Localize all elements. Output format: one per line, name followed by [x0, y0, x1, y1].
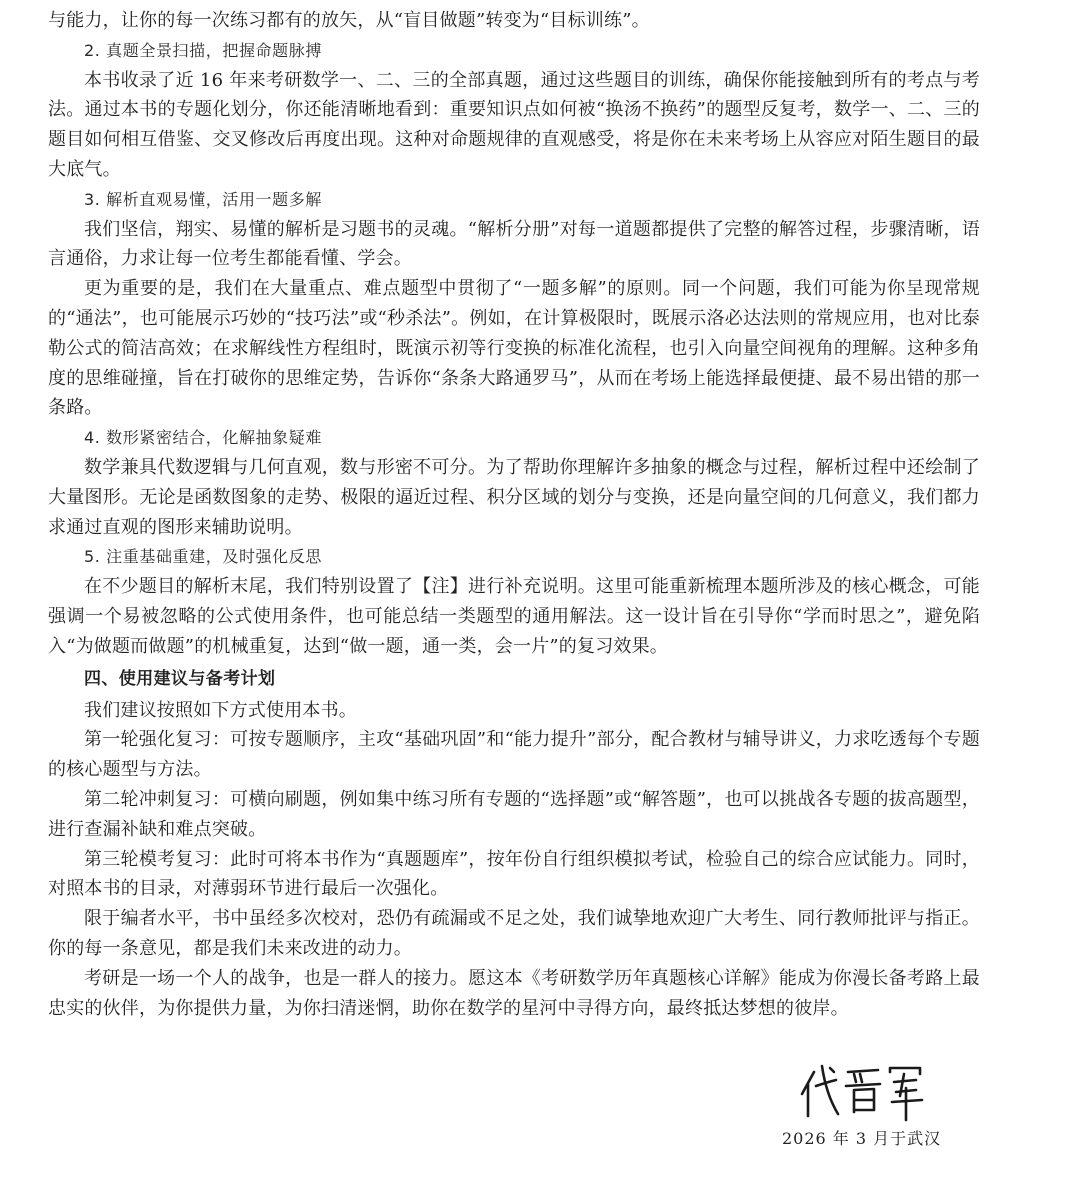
paragraph-feedback: 限于编者水平，书中虽经多次校对，恐仍有疏漏或不足之处，我们诚挚地欢迎广大考生、同行教师批评与指正。你的每一条意见，都是我们未来改进的动力。 [48, 908, 980, 959]
paragraph-round-three: 第三轮模考复习：此时可将本书作为“真题题库”，按年份自行组织模拟考试，检验自己的综合应试能力。同时，对照本书的目录，对薄弱环节进行最后一次强化。 [48, 848, 980, 900]
handwritten-signature [796, 1060, 926, 1122]
subheading-3: 3. 解析直观易懂，活用一题多解 [84, 189, 322, 209]
paragraph-round-one: 第一轮强化复习：可按专题顺序，主攻“基础巩固”和“能力提升”部分，配合教材与辅导讲义，力求吃透每个专题的核心题型与方法。 [48, 729, 980, 781]
paragraph-closing: 考研是一场一个人的战争，也是一群人的接力。愿这本《考研数学历年真题核心详解》能成为你漫长备考路上最忠实的伙伴，为你提供力量，为你扫清迷惘，助你在数学的星河中寻得方向，最终抵达梦想的彼岸。 [48, 967, 980, 1019]
preface-page [48, 6, 980, 1023]
paragraph-analysis: 我们坚信，翔实、易懂的解析是习题书的灵魂。“解析分册”对每一道题都提供了完整的解答过程，步骤清晰，语言通俗，力求让每一位考生都能看懂、学会。 [48, 218, 980, 270]
paragraph-multiple-solutions: 更为重要的是，我们在大量重点、难点题型中贯彻了“一题多解”的原则。同一个问题，我们可能为你呈现常规的“通法”，也可能展示巧妙的“技巧法”或“秒杀法”。例如，在计算极限时，既展示洛必达法则的常规应用，也对比泰勒公式的简洁高效；在求解线性方程组时，既演示初等行变换的标准化流程，也引入向量空间视角的理解。这种多角度的思维碰撞，旨在打破你的思维定势，告诉你“条条大路通罗马”，从而在考场上能选择最便捷、最不易出错的那一条路。 [48, 278, 980, 419]
paragraph-usage-intro: 我们建议按照如下方式使用本书。 [84, 699, 357, 721]
subheading-5: 5. 注重基础重建，及时强化反思 [84, 547, 322, 567]
subheading-4: 4. 数形紧密结合，化解抽象疑难 [84, 428, 322, 448]
subheading-2: 2. 真题全景扫描，把握命题脉搏 [84, 40, 322, 60]
section-heading-usage: 四、使用建议与备考计划 [84, 668, 276, 689]
paragraph-continued: 与能力，让你的每一次练习都有的放矢，从“盲目做题”转变为“目标训练”。 [48, 10, 650, 31]
paragraph-figures: 数学兼具代数逻辑与几何直观，数与形密不可分。为了帮助你理解许多抽象的概念与过程，解析过程中还绘制了大量图形。无论是函数图象的走势、极限的逼近过程、积分区域的划分与变换，还是向量空间的几何意义，我们都力求通过直观的图形来辅助说明。 [48, 456, 980, 538]
paragraph-round-two: 第二轮冲刺复习：可横向刷题，例如集中练习所有专题的“选择题”或“解答题”，也可以挑战各专题的拔高题型，进行查漏补缺和难点突破。 [48, 788, 980, 840]
paragraph-real-exams: 本书收录了近 16 年来考研数学一、二、三的全部真题，通过这些题目的训练，确保你能接触到所有的考点与考法。通过本书的专题化划分，你还能清晰地看到：重要知识点如何被“换汤不换药”的题型反复考，数学一、二、三的题目如何相互借鉴、交叉修改后再度出现。这种对命题规律的直观感受，将是你在未来考场上从容应对陌生题目的最大底气。 [48, 69, 980, 180]
paragraph-notes: 在不少题目的解析末尾，我们特别设置了【注】进行补充说明。这里可能重新梳理本题所涉及的核心概念，可能强调一个易被忽略的公式使用条件，也可能总结一类题型的通用解法。这一设计旨在引导你“学而时思之”，避免陷入“为做题而做题”的机械重复，达到“做一题，通一类，会一片”的复习效果。 [48, 576, 980, 657]
signature-date: 2026 年 3 月于武汉 [782, 1129, 942, 1148]
